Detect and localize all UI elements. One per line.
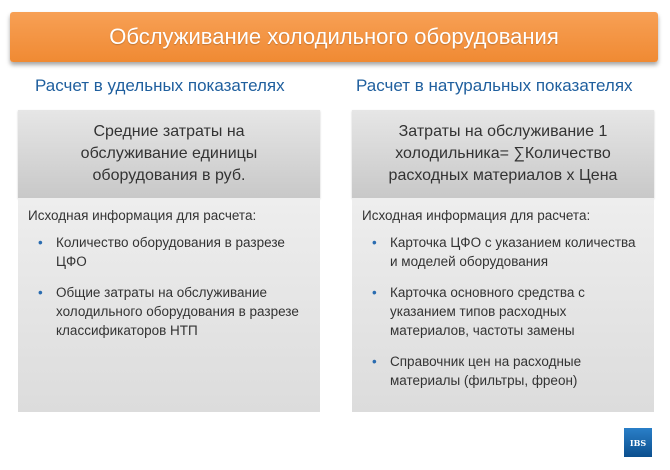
list-item: • Карточка основного средства с указанием типов расходных материалов, частоты замены bbox=[380, 283, 644, 340]
list-item: • Карточка ЦФО с указанием количества и моделей оборудования bbox=[380, 233, 644, 271]
right-info-box bbox=[352, 198, 654, 412]
right-column bbox=[352, 110, 654, 412]
left-formula-box bbox=[18, 110, 320, 198]
left-info-label: Исходная информация для расчета: bbox=[28, 208, 257, 223]
list-item: • Количество оборудования в разрезе ЦФО bbox=[46, 233, 310, 271]
list-item: • Общие затраты на обслуживание холодильного оборудования в разрезе классификаторов НТП bbox=[46, 283, 310, 340]
slide-title: Обслуживание холодильного оборудования bbox=[10, 12, 658, 62]
left-column bbox=[18, 110, 320, 412]
right-info-label: Исходная информация для расчета: bbox=[362, 208, 591, 223]
left-info-box bbox=[18, 198, 320, 412]
right-column-header: Расчет в натуральных показателях bbox=[356, 76, 633, 95]
list-item: • Справочник цен на расходные материалы (фильтры, фреон) bbox=[380, 352, 644, 390]
ibs-logo: IBS bbox=[624, 428, 652, 457]
left-column-header: Расчет в удельных показателях bbox=[35, 76, 285, 95]
right-formula-box bbox=[352, 110, 654, 198]
left-formula: Средние затраты на обслуживание единицы оборудования в руб. bbox=[80, 123, 258, 184]
right-formula: Затраты на обслуживание 1 холодильника= ∑Количество расходных материалов х Цена bbox=[388, 123, 618, 184]
